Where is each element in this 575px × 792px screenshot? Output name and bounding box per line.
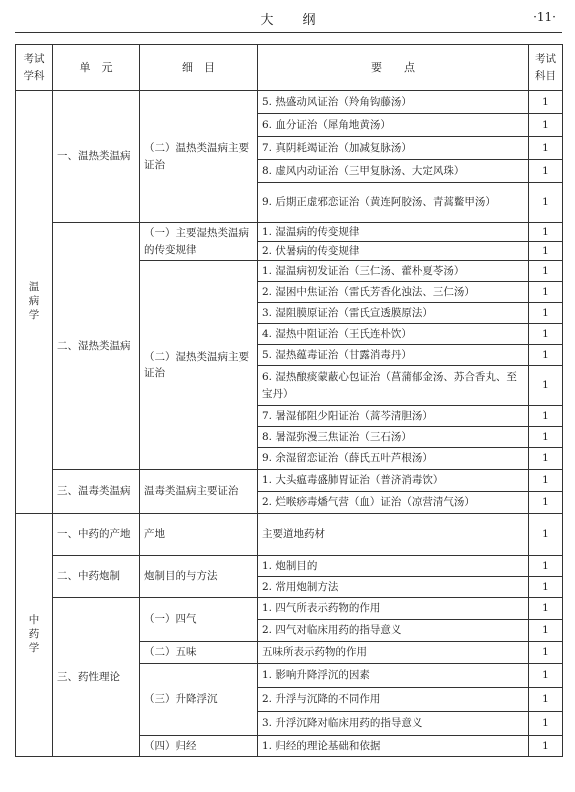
- col-header-unit: 单 元: [53, 45, 140, 91]
- code-cell: 1: [529, 137, 563, 160]
- point-cell: 6. 血分证治（犀角地黄汤）: [258, 114, 529, 137]
- point-cell: 1. 归经的理论基础和依据: [258, 736, 529, 757]
- unit-cell: 三、药性理论: [53, 598, 140, 757]
- table-row: [16, 470, 563, 492]
- unit-cell: 二、湿热类温病: [53, 223, 140, 470]
- detail-cell: （四）归经: [140, 736, 258, 757]
- code-cell: 1: [529, 324, 563, 345]
- page-number: ·11·: [533, 10, 556, 24]
- point-cell: 9. 余湿留恋证治（薛氏五叶芦根汤）: [258, 448, 529, 470]
- point-cell: 1. 影响升降浮沉的因素: [258, 664, 529, 688]
- code-cell: 1: [529, 160, 563, 183]
- code-cell: 1: [529, 427, 563, 448]
- detail-cell: 产地: [140, 514, 258, 556]
- code-cell: 1: [529, 688, 563, 712]
- point-cell: 1. 湿温病的传变规律: [258, 223, 529, 242]
- col-header-point: 要 点: [258, 45, 529, 91]
- detail-cell: （三）升降浮沉: [140, 664, 258, 736]
- point-cell: 7. 真阴耗竭证治（加减复脉汤）: [258, 137, 529, 160]
- unit-cell: 二、中药炮制: [53, 556, 140, 598]
- table-row: [16, 514, 563, 556]
- code-cell: 1: [529, 642, 563, 664]
- code-cell: 1: [529, 598, 563, 620]
- header-title: 大 纲: [260, 13, 317, 28]
- point-cell: 2. 升浮与沉降的不同作用: [258, 688, 529, 712]
- point-cell: 五味所表示药物的作用: [258, 642, 529, 664]
- detail-cell: 炮制目的与方法: [140, 556, 258, 598]
- code-cell: 1: [529, 736, 563, 757]
- detail-cell: （二）湿热类温病主要证治: [140, 261, 258, 470]
- point-cell: 6. 湿热酿痰蒙蔽心包证治（菖蒲郁金汤、苏合香丸、至宝丹）: [258, 366, 529, 406]
- code-cell: 1: [529, 223, 563, 242]
- detail-cell: （二）五味: [140, 642, 258, 664]
- detail-cell: （二）温热类温病主要证治: [140, 91, 258, 223]
- detail-cell: （一）主要湿热类温病的传变规律: [140, 223, 258, 261]
- table-row: [16, 223, 563, 242]
- syllabus-table: [15, 44, 563, 757]
- subject-cell: 温病学: [16, 91, 53, 514]
- point-cell: 2. 伏暑病的传变规律: [258, 242, 529, 261]
- code-cell: 1: [529, 345, 563, 366]
- table-row: [16, 598, 563, 620]
- point-cell: 2. 湿困中焦证治（雷氏芳香化浊法、三仁汤）: [258, 282, 529, 303]
- code-cell: 1: [529, 282, 563, 303]
- point-cell: 2. 四气对临床用药的指导意义: [258, 620, 529, 642]
- table-row: [16, 91, 563, 114]
- detail-cell: 温毒类温病主要证治: [140, 470, 258, 514]
- code-cell: 1: [529, 712, 563, 736]
- point-cell: 1. 湿温病初发证治（三仁汤、藿朴夏苓汤）: [258, 261, 529, 282]
- point-cell: 1. 四气所表示药物的作用: [258, 598, 529, 620]
- unit-cell: 一、中药的产地: [53, 514, 140, 556]
- subject-cell: 中药学: [16, 514, 53, 757]
- code-cell: 1: [529, 492, 563, 514]
- code-cell: 1: [529, 664, 563, 688]
- point-cell: 7. 暑湿郁阻少阳证治（蒿芩清胆汤）: [258, 406, 529, 427]
- code-cell: 1: [529, 303, 563, 324]
- point-cell: 2. 常用炮制方法: [258, 577, 529, 598]
- unit-cell: 一、温热类温病: [53, 91, 140, 223]
- code-cell: 1: [529, 183, 563, 223]
- code-cell: 1: [529, 242, 563, 261]
- code-cell: 1: [529, 91, 563, 114]
- point-cell: 5. 热盛动风证治（羚角钩藤汤）: [258, 91, 529, 114]
- point-cell: 8. 暑湿弥漫三焦证治（三石汤）: [258, 427, 529, 448]
- col-header-detail: 细 目: [140, 45, 258, 91]
- code-cell: 1: [529, 114, 563, 137]
- point-cell: 8. 虚风内动证治（三甲复脉汤、大定风珠）: [258, 160, 529, 183]
- code-cell: 1: [529, 261, 563, 282]
- point-cell: 主要道地药材: [258, 514, 529, 556]
- code-cell: 1: [529, 448, 563, 470]
- code-cell: 1: [529, 620, 563, 642]
- point-cell: 1. 炮制目的: [258, 556, 529, 577]
- point-cell: 2. 烂喉痧毒燔气营（血）证治（凉营清气汤）: [258, 492, 529, 514]
- code-cell: 1: [529, 366, 563, 406]
- table-row: [16, 556, 563, 577]
- point-cell: 4. 湿热中阻证治（王氏连朴饮）: [258, 324, 529, 345]
- point-cell: 3. 湿阻膜原证治（雷氏宣透膜原法）: [258, 303, 529, 324]
- point-cell: 1. 大头瘟毒盛肺胃证治（普济消毒饮）: [258, 470, 529, 492]
- detail-cell: （一）四气: [140, 598, 258, 642]
- code-cell: 1: [529, 577, 563, 598]
- unit-cell: 三、温毒类温病: [53, 470, 140, 514]
- code-cell: 1: [529, 406, 563, 427]
- table-header-row: [16, 45, 563, 91]
- code-cell: 1: [529, 556, 563, 577]
- code-cell: 1: [529, 514, 563, 556]
- point-cell: 5. 湿热蕴毒证治（甘露消毒丹）: [258, 345, 529, 366]
- page-header: [15, 0, 562, 33]
- point-cell: 9. 后期正虚邪恋证治（黄连阿胶汤、青蒿鳖甲汤）: [258, 183, 529, 223]
- col-header-code: 考试科目: [529, 45, 563, 91]
- col-header-subject: 考试学科: [16, 45, 53, 91]
- code-cell: 1: [529, 470, 563, 492]
- point-cell: 3. 升浮沉降对临床用药的指导意义: [258, 712, 529, 736]
